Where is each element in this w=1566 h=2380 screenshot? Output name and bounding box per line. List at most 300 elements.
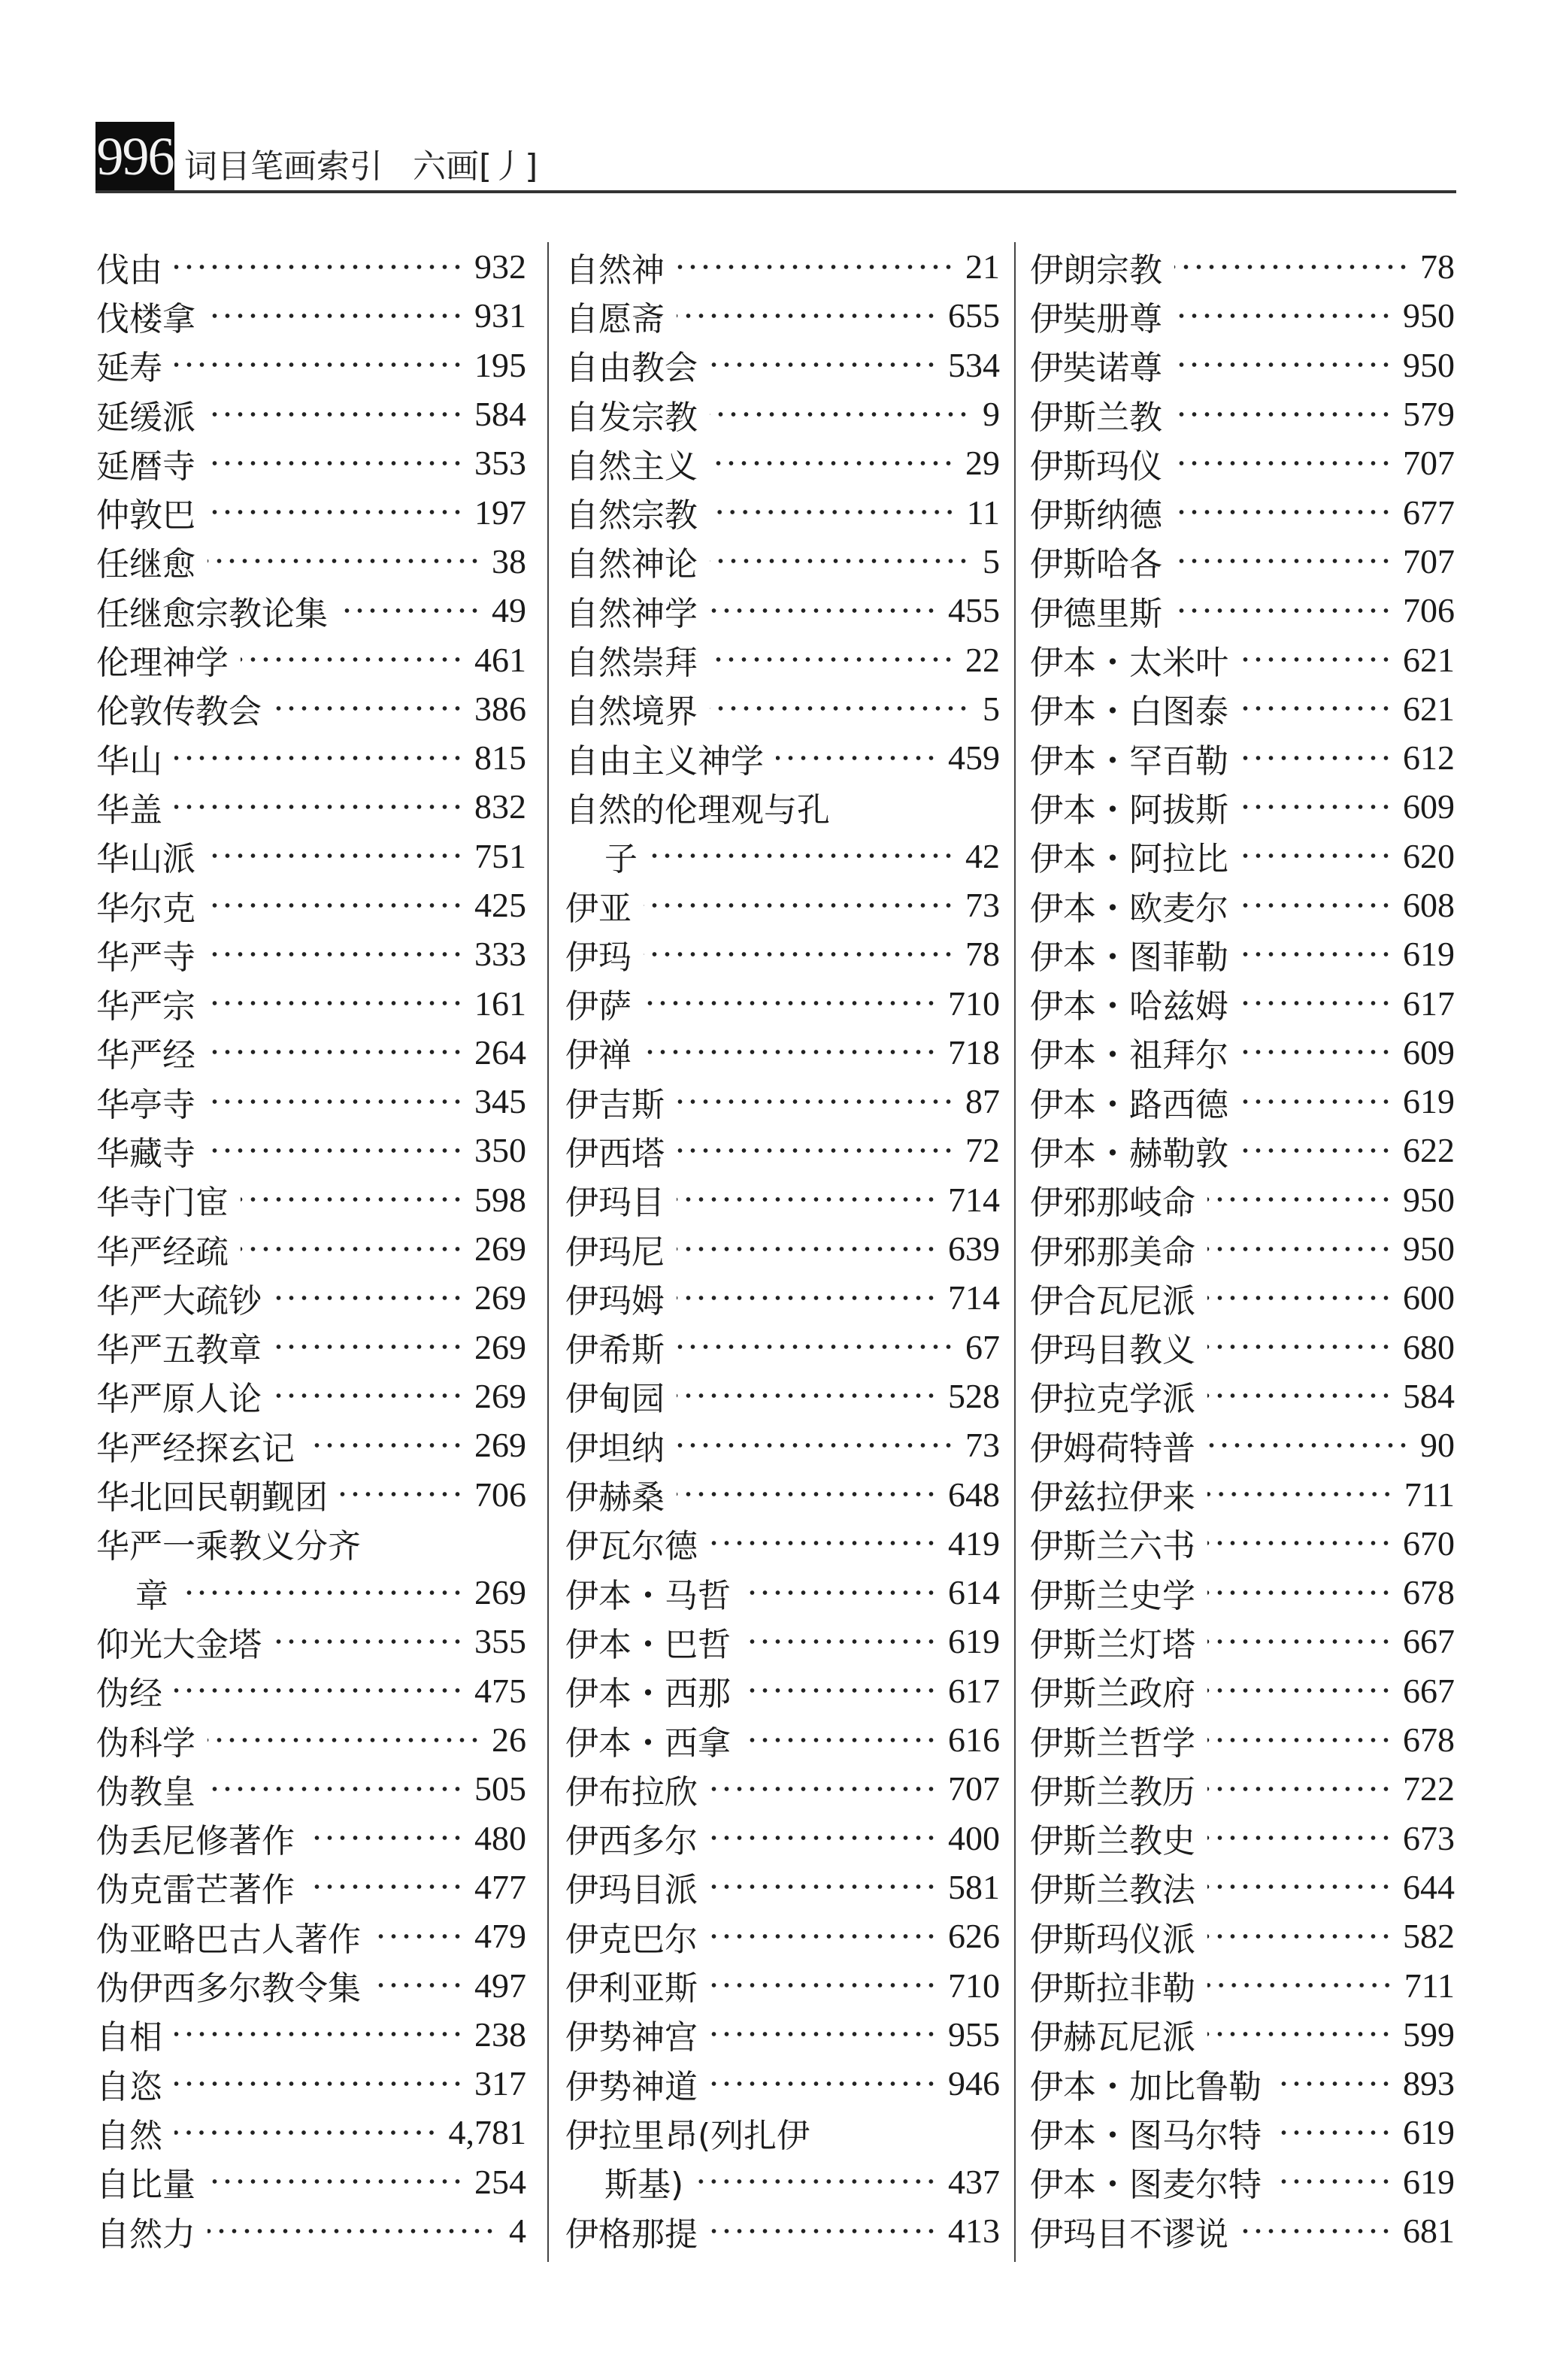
entry-term: 自然境界 — [565, 693, 698, 732]
dot-leader — [677, 1379, 937, 1412]
entry-page-number: 950 — [1403, 345, 1455, 384]
entry-term: 华严经 — [96, 1036, 195, 1075]
dot-leader — [1207, 1232, 1392, 1266]
entry-page-number: 706 — [1403, 591, 1455, 630]
dot-leader — [307, 1870, 464, 1903]
entry-term: 伪克雷芒著作 — [96, 1871, 295, 1910]
dot-leader — [180, 1576, 464, 1609]
index-entry — [1030, 2108, 1455, 2157]
entry-term: 伊本・路西德 — [1030, 1085, 1228, 1124]
entry-page-number: 269 — [474, 1278, 526, 1317]
entry-page-number: 161 — [474, 984, 526, 1023]
entry-page-number: 950 — [1403, 1229, 1455, 1269]
entry-page-number: 599 — [1403, 2015, 1455, 2054]
entry-page-number: 505 — [474, 1769, 526, 1808]
index-entry — [565, 978, 1000, 1027]
section-title: 词目笔画索引 — [184, 147, 383, 186]
dot-leader — [677, 1429, 955, 1462]
entry-page-number: 350 — [474, 1131, 526, 1170]
index-entry — [96, 438, 526, 487]
index-entry — [1030, 586, 1455, 635]
dot-leader — [1240, 839, 1392, 872]
entry-term: 仰光大金塔 — [96, 1625, 262, 1664]
entry-page-number: 667 — [1403, 1671, 1455, 1710]
entry-term: 伊本・欧麦尔 — [1030, 889, 1228, 928]
entry-page-number: 710 — [948, 984, 1000, 1023]
entry-page-number: 386 — [474, 689, 526, 728]
entry-page-number: 21 — [965, 247, 1000, 287]
index-entry — [1030, 832, 1455, 881]
entry-term: 斯基) — [604, 2166, 684, 2205]
index-entry — [96, 881, 526, 929]
entry-term: 伊邪那美命 — [1030, 1232, 1195, 1272]
entry-term: 伪科学 — [96, 1724, 195, 1763]
index-entry — [565, 390, 1000, 438]
entry-page-number: 931 — [474, 296, 526, 335]
dot-leader — [207, 889, 464, 922]
entry-term: 伊斯玛仪 — [1030, 447, 1162, 486]
entry-page-number: 238 — [474, 2015, 526, 2054]
entry-page-number: 49 — [492, 591, 526, 630]
dot-leader — [207, 1772, 464, 1805]
entry-page-number: 477 — [474, 1867, 526, 1906]
index-entry — [1030, 2206, 1455, 2255]
index-column-1 — [96, 242, 526, 2255]
index-entry — [565, 1469, 1000, 1518]
entry-term: 伊本・西那 — [565, 1675, 731, 1714]
dot-leader — [1240, 1035, 1392, 1069]
entry-term: 华亭寺 — [96, 1085, 195, 1124]
entry-term: 伊本・赫勒敦 — [1030, 1134, 1228, 1173]
index-entry — [96, 1126, 526, 1175]
dot-leader — [710, 447, 955, 480]
index-entry — [1030, 1126, 1455, 1175]
entry-page-number: 655 — [948, 296, 1000, 335]
entry-page-number: 950 — [1403, 1180, 1455, 1219]
entry-term: 伊德里斯 — [1030, 594, 1162, 633]
entry-page-number: 707 — [948, 1769, 1000, 1808]
entry-term: 伊甸园 — [565, 1380, 665, 1419]
index-entry — [565, 1814, 1000, 1863]
dot-leader — [1240, 790, 1392, 823]
entry-page-number: 946 — [948, 2064, 1000, 2103]
dot-leader — [1207, 1674, 1392, 1707]
entry-term: 伊斯兰灯塔 — [1030, 1625, 1195, 1664]
dot-leader — [1207, 2018, 1392, 2051]
entry-page-number: 670 — [1403, 1524, 1455, 1563]
index-column-2 — [565, 242, 1000, 2255]
entry-term: 华严五教章 — [96, 1331, 262, 1370]
index-entry — [565, 1960, 1000, 2009]
entry-page-number: 619 — [1403, 1082, 1455, 1121]
index-entry — [1030, 537, 1455, 586]
entry-page-number: 950 — [1403, 296, 1455, 335]
entry-page-number: 621 — [1403, 640, 1455, 679]
entry-term: 伪伊西多尔教令集 — [96, 1969, 361, 2009]
dot-leader — [307, 1821, 464, 1854]
dot-leader — [1174, 398, 1392, 431]
entry-term: 延缓派 — [96, 398, 195, 437]
index-entry — [96, 390, 526, 438]
dot-leader — [1207, 1379, 1392, 1412]
entry-page-number: 419 — [948, 1524, 1000, 1563]
entry-page-number: 620 — [1403, 836, 1455, 875]
index-entry — [565, 1617, 1000, 1666]
dot-leader — [710, 1772, 937, 1805]
dot-leader — [207, 447, 464, 480]
entry-page-number: 72 — [965, 1131, 1000, 1170]
entry-term: 伊本・巴哲 — [565, 1625, 731, 1664]
entry-page-number: 73 — [965, 886, 1000, 924]
dot-leader — [1240, 692, 1392, 725]
entry-term: 伊斯兰政府 — [1030, 1675, 1195, 1714]
index-entry — [96, 1175, 526, 1224]
dot-leader — [1207, 1527, 1392, 1560]
dot-leader — [776, 741, 937, 775]
index-entry — [1030, 1715, 1455, 1764]
entry-term: 伪教皇 — [96, 1772, 195, 1812]
index-entry — [1030, 1764, 1455, 1813]
index-entry — [565, 2206, 1000, 2255]
index-entry — [565, 1715, 1000, 1764]
entry-page-number: 722 — [1403, 1769, 1455, 1808]
index-entry — [96, 1028, 526, 1077]
entry-page-number: 612 — [1403, 738, 1455, 778]
entry-term: 自然神论 — [565, 545, 698, 584]
entry-page-number: 269 — [474, 1376, 526, 1415]
entry-term: 伊本・西拿 — [565, 1724, 731, 1763]
entry-term: 自恣 — [96, 2067, 162, 2106]
dot-leader — [677, 299, 937, 332]
index-entry — [1030, 881, 1455, 929]
dot-leader — [174, 1674, 464, 1707]
dot-leader — [1174, 544, 1392, 578]
entry-term: 伪经 — [96, 1675, 162, 1714]
entry-term: 伊斯兰哲学 — [1030, 1724, 1195, 1763]
entry-page-number: 269 — [474, 1426, 526, 1465]
index-entry — [96, 1912, 526, 1960]
dot-leader — [1207, 1281, 1392, 1314]
entry-term: 伊本・哈兹姆 — [1030, 987, 1228, 1026]
dot-leader — [1207, 1821, 1392, 1854]
entry-page-number: 78 — [965, 935, 1000, 974]
dot-leader — [1207, 1920, 1392, 1953]
dot-leader — [644, 987, 937, 1020]
dot-leader — [274, 1625, 464, 1658]
dot-leader — [695, 2165, 937, 2198]
index-entry — [96, 291, 526, 340]
index-entry — [96, 1077, 526, 1126]
entry-term: 华严大疏钞 — [96, 1281, 262, 1320]
entry-page-number: 711 — [1404, 1966, 1455, 2005]
index-entry — [1030, 487, 1455, 536]
index-entry — [565, 832, 1000, 881]
entry-page-number: 413 — [948, 2212, 1000, 2251]
entry-page-number: 9 — [983, 395, 1000, 434]
dot-leader — [1207, 1625, 1392, 1658]
entry-page-number: 707 — [1403, 541, 1455, 581]
dot-leader — [1207, 1724, 1392, 1757]
entry-term: 伊斯哈各 — [1030, 545, 1162, 584]
entry-page-number: 269 — [474, 1327, 526, 1366]
entry-term: 伊玛 — [565, 938, 632, 977]
entry-page-number: 195 — [474, 345, 526, 384]
entry-term: 子 — [604, 840, 638, 879]
entry-term: 华北回民朝觐团 — [96, 1478, 328, 1517]
entry-page-number: 609 — [1403, 787, 1455, 826]
entry-term: 自然神 — [565, 250, 665, 290]
index-entry — [96, 586, 526, 635]
dot-leader — [274, 692, 464, 725]
index-entry — [1030, 341, 1455, 390]
dot-leader — [207, 1724, 481, 1757]
dot-leader — [710, 1969, 937, 2002]
entry-page-number: 619 — [1403, 2162, 1455, 2201]
entry-page-number: 582 — [1403, 1917, 1455, 1956]
entry-page-number: 584 — [1403, 1376, 1455, 1415]
entry-term: 伊赫瓦尼派 — [1030, 2018, 1195, 2057]
entry-page-number: 333 — [474, 935, 526, 974]
entry-term: 伊朗宗教 — [1030, 250, 1162, 290]
entry-page-number: 90 — [1420, 1426, 1455, 1465]
dot-leader — [650, 839, 955, 872]
entry-term: 华严一乘教义分齐 — [96, 1527, 361, 1566]
index-entry — [1030, 2157, 1455, 2206]
entry-term: 伊拉克学派 — [1030, 1380, 1195, 1419]
index-entry — [96, 978, 526, 1027]
index-entry — [1030, 1617, 1455, 1666]
entry-term: 伊利亚斯 — [565, 1969, 698, 2009]
dot-leader — [1174, 447, 1392, 480]
index-entry — [1030, 2010, 1455, 2059]
index-entry — [1030, 1372, 1455, 1420]
dot-leader — [677, 1330, 955, 1363]
dot-leader — [207, 1085, 464, 1118]
dot-leader — [1240, 987, 1392, 1020]
entry-page-number: 622 — [1403, 1131, 1455, 1170]
dot-leader — [677, 1232, 937, 1266]
index-entry — [1030, 1519, 1455, 1568]
entry-page-number: 626 — [948, 1917, 1000, 1956]
entry-page-number: 619 — [1403, 2113, 1455, 2152]
entry-term: 伊斯兰史学 — [1030, 1576, 1195, 1615]
index-entry — [1030, 438, 1455, 487]
column-divider — [547, 242, 549, 2262]
index-entry — [1030, 782, 1455, 831]
index-entry — [565, 733, 1000, 782]
entry-page-number: 710 — [948, 1966, 1000, 2005]
index-entry — [96, 1960, 526, 2009]
entry-term: 伊玛目派 — [565, 1871, 698, 1910]
entry-term: 伊斯兰教 — [1030, 398, 1162, 437]
dot-leader — [274, 1330, 464, 1363]
dot-leader — [710, 1920, 937, 1953]
entry-page-number: 955 — [948, 2015, 1000, 2054]
dot-leader — [340, 1478, 464, 1511]
entry-term: 伦敦传教会 — [96, 693, 262, 732]
entry-term: 任继愈宗教论集 — [96, 594, 328, 633]
index-entry — [96, 1814, 526, 1863]
entry-term: 章 — [135, 1576, 168, 1615]
entry-page-number: 600 — [1403, 1278, 1455, 1317]
index-entry — [1030, 929, 1455, 978]
dot-leader — [710, 692, 970, 725]
entry-term: 自然 — [96, 2116, 162, 2155]
entry-term: 伊本・太米叶 — [1030, 644, 1228, 683]
index-entry — [1030, 1912, 1455, 1960]
dot-leader — [677, 1183, 937, 1216]
dot-leader — [1174, 594, 1392, 627]
entry-term: 伊赫桑 — [565, 1478, 665, 1517]
entry-term: 华严原人论 — [96, 1380, 262, 1419]
index-entry — [565, 242, 1000, 291]
index-entry — [96, 2010, 526, 2059]
entry-page-number: 29 — [965, 444, 1000, 483]
dot-leader — [1274, 2067, 1392, 2100]
index-entry — [565, 1372, 1000, 1420]
index-entry — [565, 1323, 1000, 1372]
entry-page-number: 677 — [1403, 493, 1455, 532]
dot-leader — [241, 643, 464, 676]
dot-leader — [710, 544, 970, 578]
entry-page-number: 707 — [1403, 444, 1455, 483]
entry-page-number: 528 — [948, 1376, 1000, 1415]
dot-leader — [710, 398, 970, 431]
index-entry — [96, 1764, 526, 1813]
dot-leader — [1240, 643, 1392, 676]
dot-leader — [373, 1920, 464, 1953]
index-entry — [1030, 1666, 1455, 1715]
index-entry — [1030, 242, 1455, 291]
entry-page-number: 534 — [948, 345, 1000, 384]
entry-page-number: 617 — [948, 1671, 1000, 1710]
entry-page-number: 714 — [948, 1180, 1000, 1219]
index-entry — [96, 1863, 526, 1912]
dot-leader — [1207, 1969, 1394, 2002]
entry-page-number: 609 — [1403, 1032, 1455, 1072]
dot-leader — [677, 1085, 955, 1118]
entry-term: 伊邪那岐命 — [1030, 1184, 1195, 1223]
entry-page-number: 932 — [474, 247, 526, 287]
index-entry — [96, 684, 526, 733]
index-entry — [565, 1863, 1000, 1912]
entry-term: 伊瓦尔德 — [565, 1527, 698, 1566]
column-divider — [1014, 242, 1016, 2262]
entry-term: 华山派 — [96, 840, 195, 879]
entry-page-number: 581 — [948, 1867, 1000, 1906]
index-entry — [1030, 1077, 1455, 1126]
entry-term: 华严宗 — [96, 987, 195, 1026]
index-entry — [565, 487, 1000, 536]
entry-term: 伊势神道 — [565, 2067, 698, 2106]
index-entry — [1030, 291, 1455, 340]
index-entry — [96, 1372, 526, 1420]
index-entry — [1030, 1028, 1455, 1077]
entry-term: 伊本・白图泰 — [1030, 693, 1228, 732]
entry-term: 伊斯兰教法 — [1030, 1871, 1195, 1910]
index-entry — [1030, 390, 1455, 438]
dot-leader — [1174, 496, 1392, 529]
index-entry — [96, 832, 526, 881]
index-entry — [96, 341, 526, 390]
dot-leader — [174, 2018, 464, 2051]
entry-page-number: 619 — [948, 1622, 1000, 1661]
index-entry — [96, 2108, 526, 2157]
index-entry — [565, 1273, 1000, 1322]
dot-leader — [1207, 1478, 1394, 1511]
dot-leader — [207, 1035, 464, 1069]
index-entry — [96, 1568, 526, 1617]
entry-term: 自相 — [96, 2018, 162, 2057]
entry-term: 伊本・罕百勒 — [1030, 741, 1228, 781]
entry-page-number: 400 — [948, 1818, 1000, 1857]
dot-leader — [1174, 299, 1392, 332]
index-entry — [565, 2108, 1000, 2157]
index-entry — [96, 1273, 526, 1322]
entry-page-number: 893 — [1403, 2064, 1455, 2103]
dot-leader — [1207, 1576, 1392, 1609]
entry-page-number: 480 — [474, 1818, 526, 1857]
index-entry — [565, 1224, 1000, 1273]
index-entry — [96, 782, 526, 831]
dot-leader — [1207, 1330, 1392, 1363]
dot-leader — [1274, 2116, 1392, 2149]
entry-page-number: 579 — [1403, 395, 1455, 434]
index-entry — [1030, 1273, 1455, 1322]
entry-term: 仲敦巴 — [96, 496, 195, 535]
entry-page-number: 197 — [474, 493, 526, 532]
entry-term: 伐由 — [96, 250, 162, 290]
dot-leader — [207, 544, 481, 578]
entry-term: 伊合瓦尼派 — [1030, 1281, 1195, 1320]
index-entry — [96, 635, 526, 684]
entry-page-number: 681 — [1403, 2212, 1455, 2251]
entry-term: 任继愈 — [96, 545, 195, 584]
dot-leader — [644, 1035, 937, 1069]
entry-term: 伊吉斯 — [565, 1085, 665, 1124]
header-rule — [95, 190, 1456, 193]
entry-page-number: 269 — [474, 1573, 526, 1612]
entry-term: 伊禅 — [565, 1036, 632, 1075]
dot-leader — [340, 594, 481, 627]
entry-term: 华严经探玄记 — [96, 1429, 295, 1468]
index-entry — [565, 782, 1000, 831]
entry-page-number: 455 — [948, 591, 1000, 630]
dot-leader — [207, 839, 464, 872]
index-entry — [96, 733, 526, 782]
entry-page-number: 621 — [1403, 689, 1455, 728]
entry-term: 自发宗教 — [565, 398, 698, 437]
dot-leader — [207, 1134, 464, 1167]
entry-term: 伊斯玛仪派 — [1030, 1920, 1195, 1959]
entry-term: 伐楼拿 — [96, 299, 195, 338]
dot-leader — [241, 1232, 464, 1266]
entry-page-number: 617 — [1403, 984, 1455, 1023]
dot-leader — [1274, 2165, 1392, 2198]
entry-term: 伊西塔 — [565, 1134, 665, 1173]
entry-page-number: 619 — [1403, 935, 1455, 974]
index-entry — [565, 684, 1000, 733]
entry-term: 自然崇拜 — [565, 644, 698, 683]
entry-page-number: 673 — [1403, 1818, 1455, 1857]
page-number: 996 — [95, 122, 174, 192]
index-entry — [1030, 1814, 1455, 1863]
index-entry — [565, 929, 1000, 978]
entry-page-number: 667 — [1403, 1622, 1455, 1661]
dot-leader — [677, 1478, 937, 1511]
entry-page-number: 73 — [965, 1426, 1000, 1465]
dot-leader — [174, 741, 464, 775]
